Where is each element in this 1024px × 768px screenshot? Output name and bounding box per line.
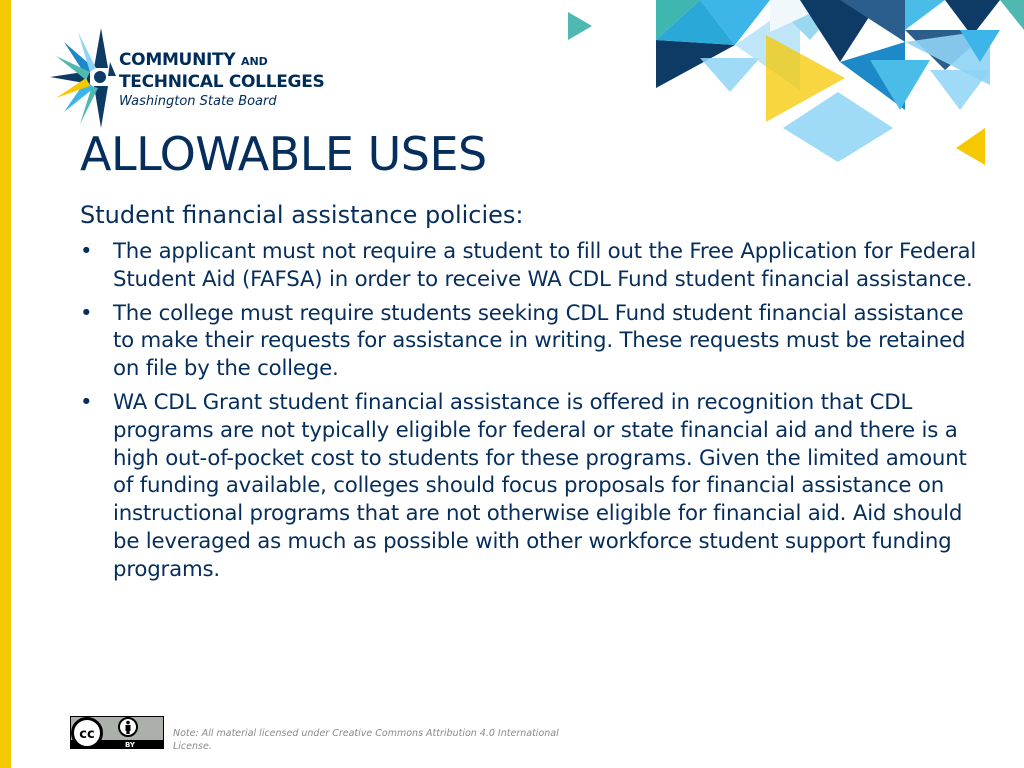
slide-title: ALLOWABLE USES [80,127,487,181]
starburst-logo-icon [50,28,116,128]
cc-badge-by-text: BY [124,741,136,749]
creative-commons-by-icon [70,716,164,749]
slide-subtitle: Student financial assistance policies: [80,201,524,229]
logo-line-technical-colleges: TECHNICAL COLLEGES [119,72,325,92]
bullet-list [80,238,990,590]
bullet-text: WA CDL Grant student financial assistance is offered in recognition that CDL programs are not typically eligible for federal or state financial aid and there is a high out-of-pocket cost to students for these programs. Given the limited amount of funding available, colleges should focus proposals for financial assistance on instructional programs that are not otherwise eligible for financial aid. Aid should be leveraged as much as possible with other workforce student support funding programs. [113,389,967,582]
bullet-item-written-requests [80,300,990,383]
logo-community-text: COMMUNITY [119,50,236,70]
bullet-item-fafsa [80,238,990,294]
bullet-item-grant-recognition [80,389,990,584]
bullet-text: The college must require students seeking CDL Fund student financial assistance to make their requests for assistance in writing. These requests must be retained on file by the college. [113,300,966,382]
college-logo [50,28,350,128]
svg-text:cc: cc [79,727,95,742]
bullet-dot-icon: • [80,389,93,415]
bullet-text: The applicant must not require a student to fill out the Free Application for Federal Student Aid (FAFSA) in order to receive WA CDL Fund student financial assistance. [113,239,977,292]
logo-wordmark [119,50,324,111]
logo-line-state-board: Washington State Board [119,94,277,109]
logo-and-text: AND [240,55,268,68]
logo-line-community [119,50,324,72]
bullet-dot-icon: • [80,300,93,326]
license-note: Note: All material licensed under Creative Commons Attribution 4.0 International License. [173,728,559,752]
bullet-dot-icon: • [80,239,93,264]
